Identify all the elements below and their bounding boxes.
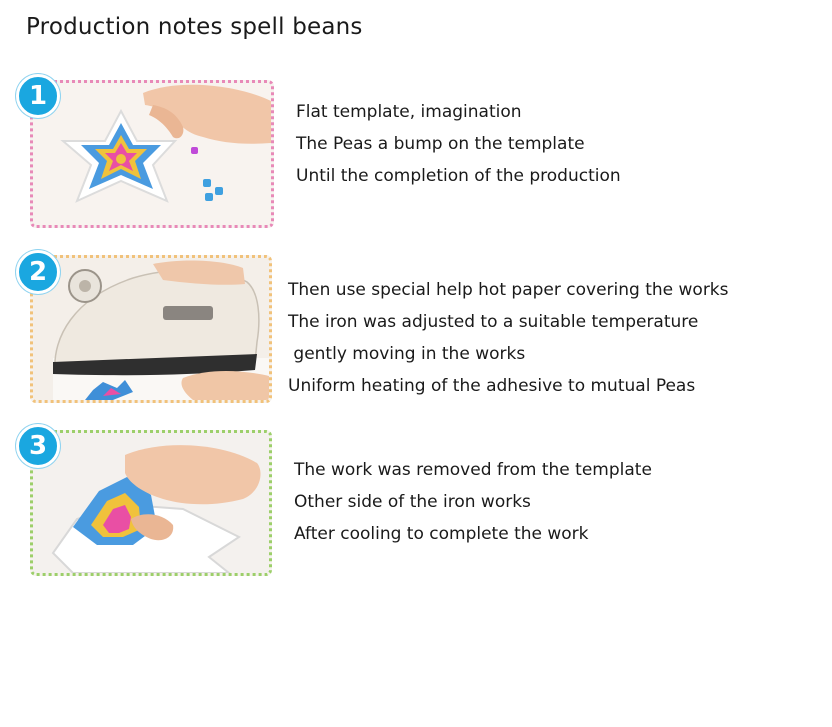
step-1-line-3: Until the completion of the production — [296, 166, 621, 186]
step-2-text — [288, 274, 729, 402]
step-2-line-1: Then use special help hot paper covering the works — [288, 280, 729, 300]
iron-on-beads-image — [33, 258, 269, 400]
step-1-number-badge: 1 — [16, 74, 60, 118]
step-1-photo — [30, 80, 274, 228]
step-1-line-2: The Peas a bump on the template — [296, 134, 585, 154]
step-3-line-1: The work was removed from the template — [294, 460, 652, 480]
step-2-line-4: Uniform heating of the adhesive to mutual Peas — [288, 376, 696, 396]
peel-beads-from-pegboard-image — [33, 433, 269, 573]
step-2-number-badge: 2 — [16, 250, 60, 294]
step-3-number-badge: 3 — [16, 424, 60, 468]
page-title: Production notes spell beans — [26, 14, 363, 40]
step-2-line-2: The iron was adjusted to a suitable temperature — [288, 312, 699, 332]
step-2-photo — [30, 255, 272, 403]
step-3-line-3: After cooling to complete the work — [294, 524, 589, 544]
bead-star-on-pegboard-image — [33, 83, 271, 225]
step-2-line-3: gently moving in the works — [288, 344, 526, 364]
step-3-line-2: Other side of the iron works — [294, 492, 531, 512]
step-1-line-1: Flat template, imagination — [296, 102, 522, 122]
step-3-photo — [30, 430, 272, 576]
step-3-text — [294, 454, 652, 550]
step-1-text — [296, 96, 621, 192]
